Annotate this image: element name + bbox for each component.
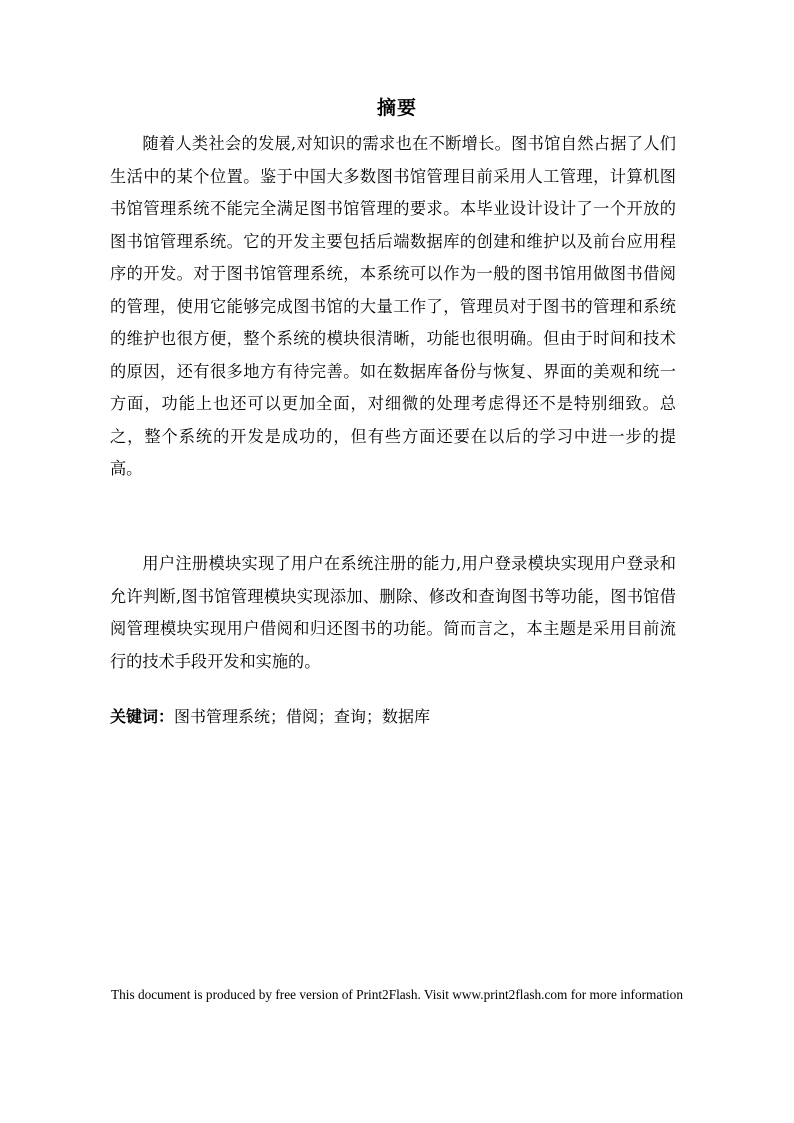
print2flash-footer-notice: This document is produced by free version of Print2Flash. Visit www.print2flash.com for more information [111,987,683,1002]
keywords-label: 关键词： [110,707,175,726]
abstract-paragraph-1: 随着人类社会的发展,对知识的需求也在不断增长。图书馆自然占据了人们生活中的某个位置。鉴于中国大多数图书馆管理目前采用人工管理，计算机图书馆管理系统不能完全满足图书馆管理的要求。本毕业设计设计了一个开放的图书馆管理系统。它的开发主要包括后端数据库的创建和维护以及前台应用程序的开发。对于图书馆管理系统，本系统可以作为一般的图书馆用做图书借阅的管理，使用它能够完成图书馆的大量工作了，管理员对于图书的管理和系统的维护也很方便，整个系统的模块很清晰，功能也很明确。但由于时间和技术的原因，还有很多地方有待完善。如在数据库备份与恢复、界面的美观和统一方面，功能上也还可以更加全面，对细微的处理考虑得还不是特别细致。总之，整个系统的开发是成功的，但有些方面还要在以后的学习中进一步的提高。 [110,134,676,478]
abstract-title: 摘要 [376,97,417,119]
abstract-paragraph-2: 用户注册模块实现了用户在系统注册的能力,用户登录模块实现用户登录和允许判断,图书馆管理模块实现添加、删除、修改和查询图书等功能，图书馆借阅管理模块实现用户借阅和归还图书的功能。简而言之，本主题是采用目前流行的技术手段开发和实施的。 [110,554,676,671]
keywords-line [110,701,676,733]
keywords-text: 图书管理系统；借阅；查询；数据库 [174,707,431,726]
